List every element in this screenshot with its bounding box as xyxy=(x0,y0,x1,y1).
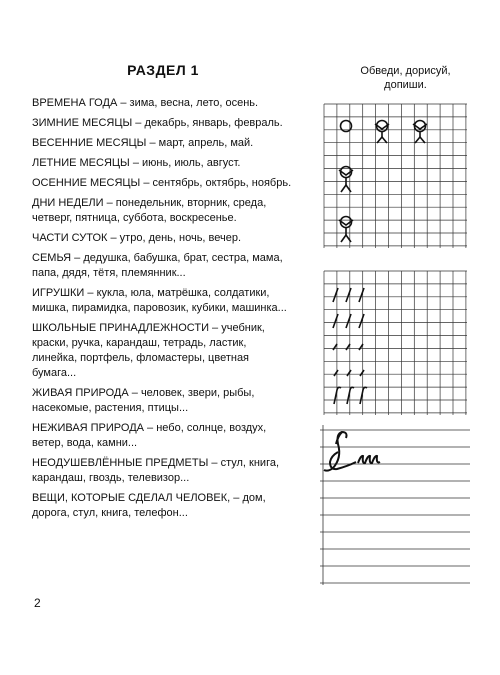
entry-text: – июнь, июль, август. xyxy=(129,157,241,169)
entry-term: ЛЕТНИЕ МЕСЯЦЫ xyxy=(32,157,130,169)
vocabulary-entry xyxy=(32,386,294,416)
entry-text: – сентябрь, октябрь, ноябрь. xyxy=(140,177,292,189)
handwriting-lines xyxy=(320,425,470,585)
vocabulary-entry xyxy=(32,196,294,226)
entry-term: ВЕСЕННИЕ МЕСЯЦЫ xyxy=(32,137,147,149)
entry-text: – дедушка, бабушка, брат, сестра, мама, папа, дядя, тётя, племянник... xyxy=(32,252,283,279)
entry-text: – небо, солнце, воздух, ветер, вода, камни... xyxy=(32,422,267,449)
entry-term: ИГРУШКИ xyxy=(32,287,85,299)
vocabulary-entry xyxy=(32,286,294,316)
vocabulary-entry xyxy=(32,116,294,131)
entry-term: ВЕЩИ, КОТОРЫЕ СДЕЛАЛ ЧЕЛОВЕК, xyxy=(32,492,231,504)
entry-term: СЕМЬЯ xyxy=(32,252,72,264)
entry-term: ЗИМНИЕ МЕСЯЦЫ xyxy=(32,117,133,129)
entry-term: ШКОЛЬНЫЕ ПРИНАДЛЕЖНОСТИ xyxy=(32,322,209,334)
entry-term: ЧАСТИ СУТОК xyxy=(32,232,108,244)
entry-text: – дом, дорога, стул, книга, телефон... xyxy=(32,492,266,519)
entry-term: ДНИ НЕДЕЛИ xyxy=(32,197,104,209)
entry-text: – зима, весна, лето, осень. xyxy=(117,97,259,109)
handwritten-letter-sample xyxy=(324,432,380,471)
instruction-text: Обведи, дорисуй, допиши. xyxy=(360,65,451,91)
vocabulary-entry xyxy=(32,321,294,381)
vocabulary-entry xyxy=(32,421,294,451)
vocabulary-entry xyxy=(32,231,294,246)
stick-figure xyxy=(413,121,427,144)
entry-term: ОСЕННИЕ МЕСЯЦЫ xyxy=(32,177,141,189)
page-number: 2 xyxy=(34,596,41,610)
entries-list xyxy=(32,96,294,521)
entry-text: – утро, день, ночь, вечер. xyxy=(107,232,242,244)
vocabulary-entry xyxy=(32,176,294,191)
grid-drawing-area xyxy=(324,104,467,248)
entry-text: – понедельник, вторник, среда, четверг, пятница, суббота, воскресенье. xyxy=(32,197,267,224)
entry-term: ВРЕМЕНА ГОДА xyxy=(32,97,118,109)
entry-text: – стул, книга, карандаш, гвоздь, телевизор... xyxy=(32,457,280,484)
grid-stroke-practice xyxy=(324,271,467,415)
vocabulary-entry xyxy=(32,251,294,281)
entry-text: – человек, звери, рыбы, насекомые, растения, птицы... xyxy=(32,387,255,414)
vocabulary-entry xyxy=(32,456,294,486)
entry-text: – декабрь, январь, февраль. xyxy=(132,117,283,129)
stick-figure xyxy=(339,167,353,193)
vocabulary-entry xyxy=(32,136,294,151)
vocabulary-column xyxy=(32,62,294,526)
entry-term: ЖИВАЯ ПРИРОДА xyxy=(32,387,129,399)
entry-text: – кукла, юла, матрёшка, солдатики, мишка, пирамидка, паровозик, кубики, машинка... xyxy=(32,287,287,314)
vocabulary-entry xyxy=(32,96,294,111)
entry-term: НЕОДУШЕВЛЁННЫЕ ПРЕДМЕТЫ xyxy=(32,457,209,469)
section-title: РАЗДЕЛ 1 xyxy=(127,62,199,78)
exercise-grids xyxy=(300,0,500,675)
entry-term: НЕЖИВАЯ ПРИРОДА xyxy=(32,422,144,434)
entry-text: – март, апрель, май. xyxy=(146,137,254,149)
exercise-column xyxy=(300,0,500,675)
vocabulary-entry xyxy=(32,491,294,521)
vocabulary-entry xyxy=(32,156,294,171)
entry-text: – учебник, краски, ручка, карандаш, тетрадь, ластик, линейка, портфель, фломастеры, цветная бумага... xyxy=(32,322,265,379)
stick-figure xyxy=(375,121,389,144)
